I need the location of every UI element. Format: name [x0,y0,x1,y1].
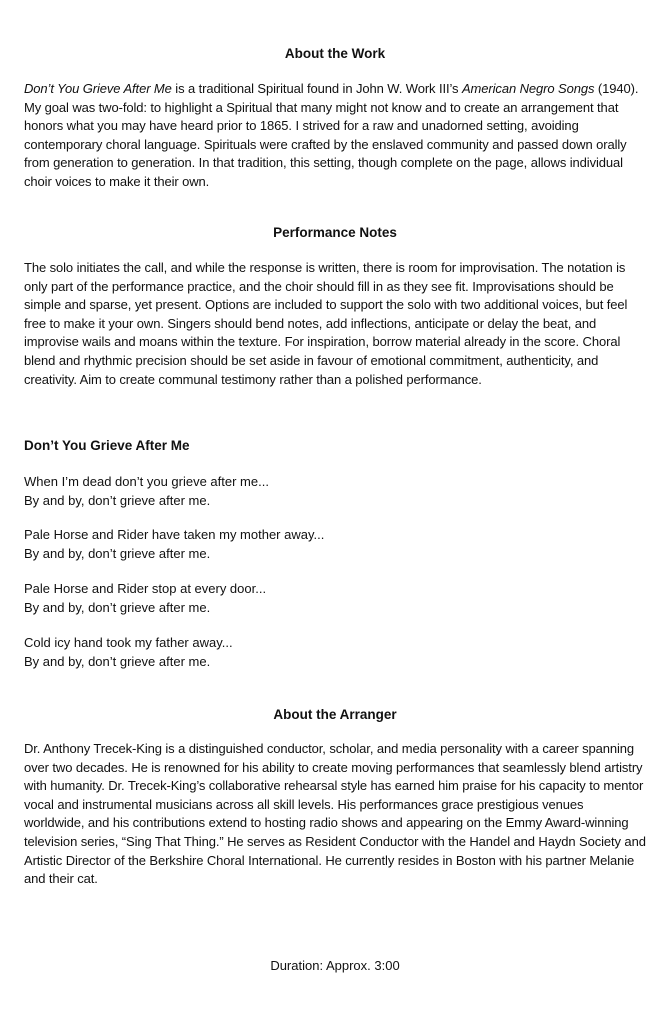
lyric-stanza [24,580,646,617]
book-title: American Negro Songs [461,81,595,96]
performance-notes-heading: Performance Notes [273,225,397,240]
about-work-text-a: is a traditional Spiritual found in John W. Work III’s [171,81,462,96]
lyric-stanza [24,634,646,671]
about-work-heading: About the Work [284,46,386,61]
lyric-refrain: By and by, don’t grieve after me. [24,653,211,669]
lyric-line: Pale Horse and Rider have taken my mother away... [24,527,325,542]
duration-text: Duration: Approx. 3:00 [270,958,400,973]
about-arranger-paragraph: Dr. Anthony Trecek-King is a distinguished conductor, scholar, and media personality with a career spanning over two decades. He is renowned for his ability to create moving performances that seamlessly blend artistry with humanity. Dr. Trecek-King’s collaborative rehearsal style has earned him praise for his capacity to mentor vocal and instrumental musicians across all skill levels. His performances grace prestigious venues worldwide, and his contributions extend to hosting radio shows and appearing on the Emmy Award-winning television series, “Sing That Thing.” He serves as Resident Conductor with the Handel and Haydn Society and Artistic Director of the Berkshire Choral International. He currently resides in Boston with his partner Melanie and their cat. [24,741,646,887]
lyric-line: When I’m dead don’t you grieve after me... [24,474,269,489]
about-work-text-b: (1940). My goal was two-fold: to highlight a Spiritual that many might not know and to create an arrangement that honors what you may have heard prior to 1865. I strived for a raw and unadorned setting, avoiding contemporary choral language. Spirituals were crafted by the enslaved community and passed down orally from generation to generation. In that tradition, this setting, though complete on the page, allows individual choir voices to make it their own. [24,81,639,189]
lyric-refrain: By and by, don’t grieve after me. [24,545,211,561]
lyric-stanza [24,473,646,510]
lyric-stanza [24,526,646,563]
lyric-refrain: By and by, don’t grieve after me. [24,492,211,508]
lyric-line: Cold icy hand took my father away... [24,635,233,650]
lyric-refrain: By and by, don’t grieve after me. [24,599,211,615]
performance-notes-paragraph: The solo initiates the call, and while the response is written, there is room for improvisation. The notation is only part of the performance practice, and the choir should fill in as they see fit. Improvisations should be simple and sparse, yet present. Options are included to support the solo with two additional voices, but feel free to make it your own. Singers should bend notes, add inflections, anticipate or delay the beat, and improvise wails and moans within the texture. For inspiration, borrow material already in the score. Choral blend and rhythmic precision should be set aside in favour of emotional commitment, authenticity, and creativity. Aim to create communal testimony rather than a polished performance. [24,260,628,387]
work-title: Don’t You Grieve After Me [24,81,172,96]
lyrics-title: Don’t You Grieve After Me [24,438,190,453]
lyric-line: Pale Horse and Rider stop at every door... [24,581,267,596]
about-arranger-heading: About the Arranger [273,707,397,722]
about-work-paragraph [24,80,646,192]
